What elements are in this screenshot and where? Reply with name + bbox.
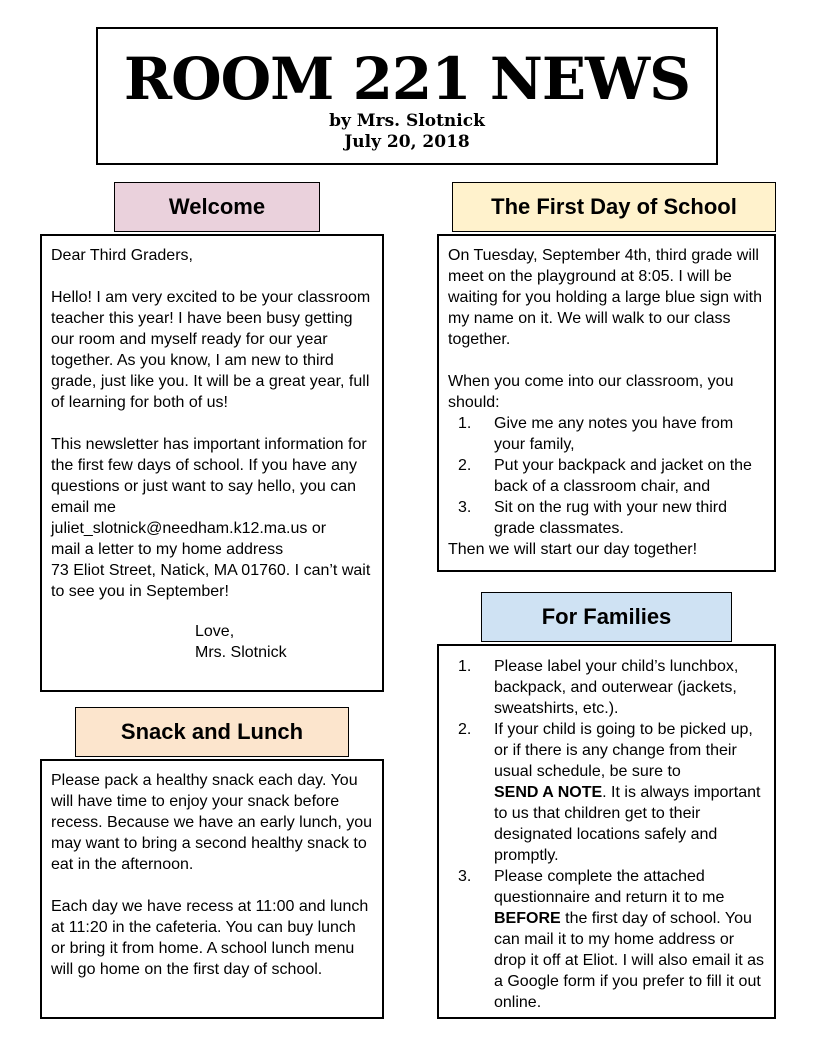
list-text: Sit on the rug with your new third grade classmates. <box>494 499 728 537</box>
first-day-section <box>437 234 776 572</box>
list-item <box>448 866 766 1013</box>
list-item <box>448 413 766 455</box>
list-text: the first day of school. You can mail it to my home address or drop it off at Eliot. I will also email it as a Google form if you prefer to fill it out online. <box>494 910 765 1011</box>
list-item <box>448 455 766 497</box>
before-emphasis: BEFORE <box>494 910 561 927</box>
list-text: Give me any notes you have from your family, <box>494 415 734 453</box>
classroom-intro: When you come into our classroom, you should: <box>448 373 734 411</box>
list-number: 2. <box>458 457 472 474</box>
list-number: 3. <box>458 868 472 885</box>
list-text: If your child is going to be picked up, or if there is any change from their usual schedule, be sure to <box>494 721 753 780</box>
snack-lunch-section <box>40 759 384 1019</box>
mail-text: mail a letter to my home address <box>51 541 284 558</box>
snack-paragraph: Please pack a healthy snack each day. You will have time to enjoy your snack before recess. Because we have an early lunch, you may want to bring a second healthy snack to eat in the afternoon. <box>51 772 373 873</box>
first-day-heading: The First Day of School <box>452 182 776 232</box>
teacher-email: juliet_slotnick@needham.k12.ma.us or <box>51 520 327 537</box>
newsletter-masthead <box>96 27 718 165</box>
list-item <box>448 497 766 539</box>
list-number: 1. <box>458 415 472 432</box>
issue-date: July 20, 2018 <box>344 132 470 152</box>
list-item <box>448 656 766 719</box>
list-number: 3. <box>458 499 472 516</box>
byline: by Mrs. Slotnick <box>329 111 485 131</box>
welcome-section <box>40 234 384 692</box>
families-heading: For Families <box>481 592 732 642</box>
first-day-outro: Then we will start our day together! <box>448 541 698 558</box>
lunch-paragraph: Each day we have recess at 11:00 and lunch at 11:20 in the cafeteria. You can buy lunch or bring it from home. A school lunch menu will go home on the first day of school. <box>51 898 369 978</box>
list-text: Please complete the attached questionnaire and return it to me <box>494 868 725 906</box>
newsletter-info-text: This newsletter has important information for the first few days of school. If you have any questions or just want to say hello, you can email me <box>51 436 367 516</box>
first-day-paragraph: On Tuesday, September 4th, third grade will meet on the playground at 8:05. I will be waiting for you holding a large blue sign with my name on it. We will walk to our class together. <box>448 247 762 348</box>
list-number: 1. <box>458 658 472 675</box>
signature: Mrs. Slotnick <box>195 644 287 661</box>
list-text: . It is always important to us that children get to their designated locations safely and promptly. <box>494 784 761 864</box>
closing: Love, <box>195 623 235 640</box>
families-list <box>448 656 766 1013</box>
snack-lunch-heading: Snack and Lunch <box>75 707 349 757</box>
welcome-greeting: Dear Third Graders, <box>51 247 193 264</box>
welcome-heading: Welcome <box>114 182 320 232</box>
list-number: 2. <box>458 721 472 738</box>
families-section <box>437 644 776 1019</box>
send-note-emphasis: SEND A NOTE <box>494 784 603 801</box>
list-text: Please label your child’s lunchbox, backpack, and outerwear (jackets, sweatshirts, etc.). <box>494 658 739 717</box>
first-day-steps <box>448 413 766 539</box>
newsletter-title: ROOM 221 NEWS <box>123 45 691 113</box>
welcome-paragraph: Hello! I am very excited to be your classroom teacher this year! I have been busy getting our room and myself ready for our year together. As you know, I am new to third grade, just like you. It will be a great year, full of learning for both of us! <box>51 289 371 411</box>
list-text: Put your backpack and jacket on the back of a classroom chair, and <box>494 457 752 495</box>
list-item <box>448 719 766 866</box>
home-address: 73 Eliot Street, Natick, MA 01760. I can’t wait to see you in September! <box>51 562 371 600</box>
